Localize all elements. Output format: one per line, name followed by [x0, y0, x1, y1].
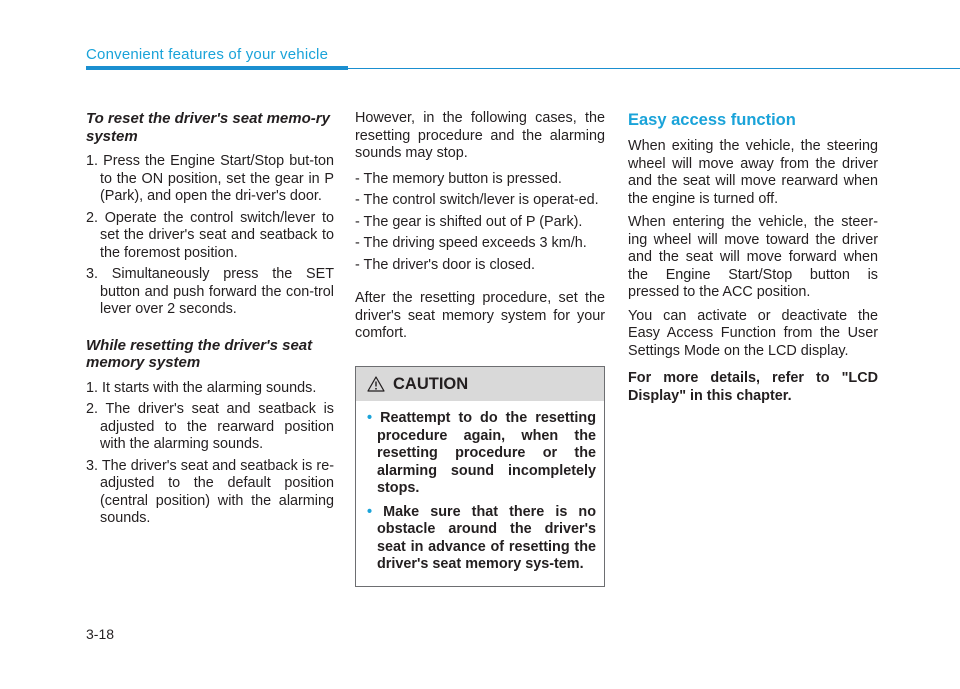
stop-cases-list — [355, 171, 605, 275]
page-number: 3-18 — [86, 626, 115, 642]
resetting-steps — [86, 380, 334, 528]
list-item: - The memory button is pressed. — [355, 170, 562, 187]
resetting-heading: While resetting the driver's seat memory system — [86, 336, 313, 371]
list-item: 2. Operate the control switch/lever to set the driver's seat and seatback to the foremost position. — [86, 209, 334, 261]
warning-triangle-icon — [367, 376, 385, 392]
caution-item — [367, 504, 596, 574]
right-column — [628, 110, 878, 411]
chapter-title: Convenient features of your vehicle — [86, 46, 329, 63]
easy-access-paragraph: You can activate or deactivate the Easy Access Function from the User Settings Mode on the LCD display. — [628, 307, 878, 359]
list-item: - The driving speed exceeds 3 km/h. — [355, 235, 587, 251]
caution-label: CAUTION — [393, 374, 469, 393]
easy-access-heading: Easy access function — [628, 111, 796, 129]
list-item: - The gear is shifted out of P (Park). — [355, 213, 583, 230]
header-rule-thick — [86, 66, 348, 70]
stop-cases-intro: However, in the following cases, the resetting procedure and the alarming sounds may stop. — [355, 110, 605, 161]
list-item: 3. Simultaneously press the SET button and push forward the con-trol lever over 2 seconds. — [86, 266, 334, 317]
caution-header — [356, 367, 604, 401]
after-reset-note: After the resetting procedure, set the driver's seat memory system for your comfort. — [355, 290, 605, 341]
caution-item-text: Make sure that there is no obstacle around the driver's seat in advance of resetting the driver's seat memory sys-tem. — [377, 503, 596, 572]
lcd-reference-note: For more details, refer to "LCD Display" in this chapter. — [628, 370, 878, 404]
bullet-icon: • — [367, 410, 373, 426]
reset-steps — [86, 153, 334, 319]
list-item: 2. The driver's seat and seatback is adjusted to the rearward position with the alarming sounds. — [86, 401, 334, 452]
reset-heading: To reset the driver's seat memo-ry system — [86, 110, 330, 145]
list-item: 1. Press the Engine Start/Stop but-ton to the ON position, set the gear in P (Park), and open the dri-ver's door. — [86, 153, 334, 204]
easy-access-paragraph: When exiting the vehicle, the steering wheel will move away from the driver and the seat will move rearward when the engine is turned off. — [628, 138, 878, 207]
caution-item — [367, 410, 596, 498]
list-item: - The control switch/lever is operat-ed. — [355, 192, 599, 208]
middle-column — [355, 110, 605, 343]
list-item: 3. The driver's seat and seatback is re-adjusted to the default position (central position) with the alarming sounds. — [86, 457, 334, 526]
easy-access-paragraph: When entering the vehicle, the steer-ing wheel will move toward the driver and the seat will move forward when the Engine Start/Stop button is pressed to the ACC position. — [628, 214, 878, 300]
left-column — [86, 110, 334, 532]
caution-list — [356, 401, 604, 574]
bullet-icon: • — [367, 503, 373, 520]
caution-item-text: Reattempt to do the resetting procedure again, when the resetting procedure or the alarming sound incompletely stops. — [377, 410, 596, 496]
list-item: - The driver's door is closed. — [355, 256, 536, 273]
caution-box — [355, 366, 605, 587]
list-item: 1. It starts with the alarming sounds. — [86, 379, 317, 396]
header-rule-thin — [348, 68, 960, 70]
